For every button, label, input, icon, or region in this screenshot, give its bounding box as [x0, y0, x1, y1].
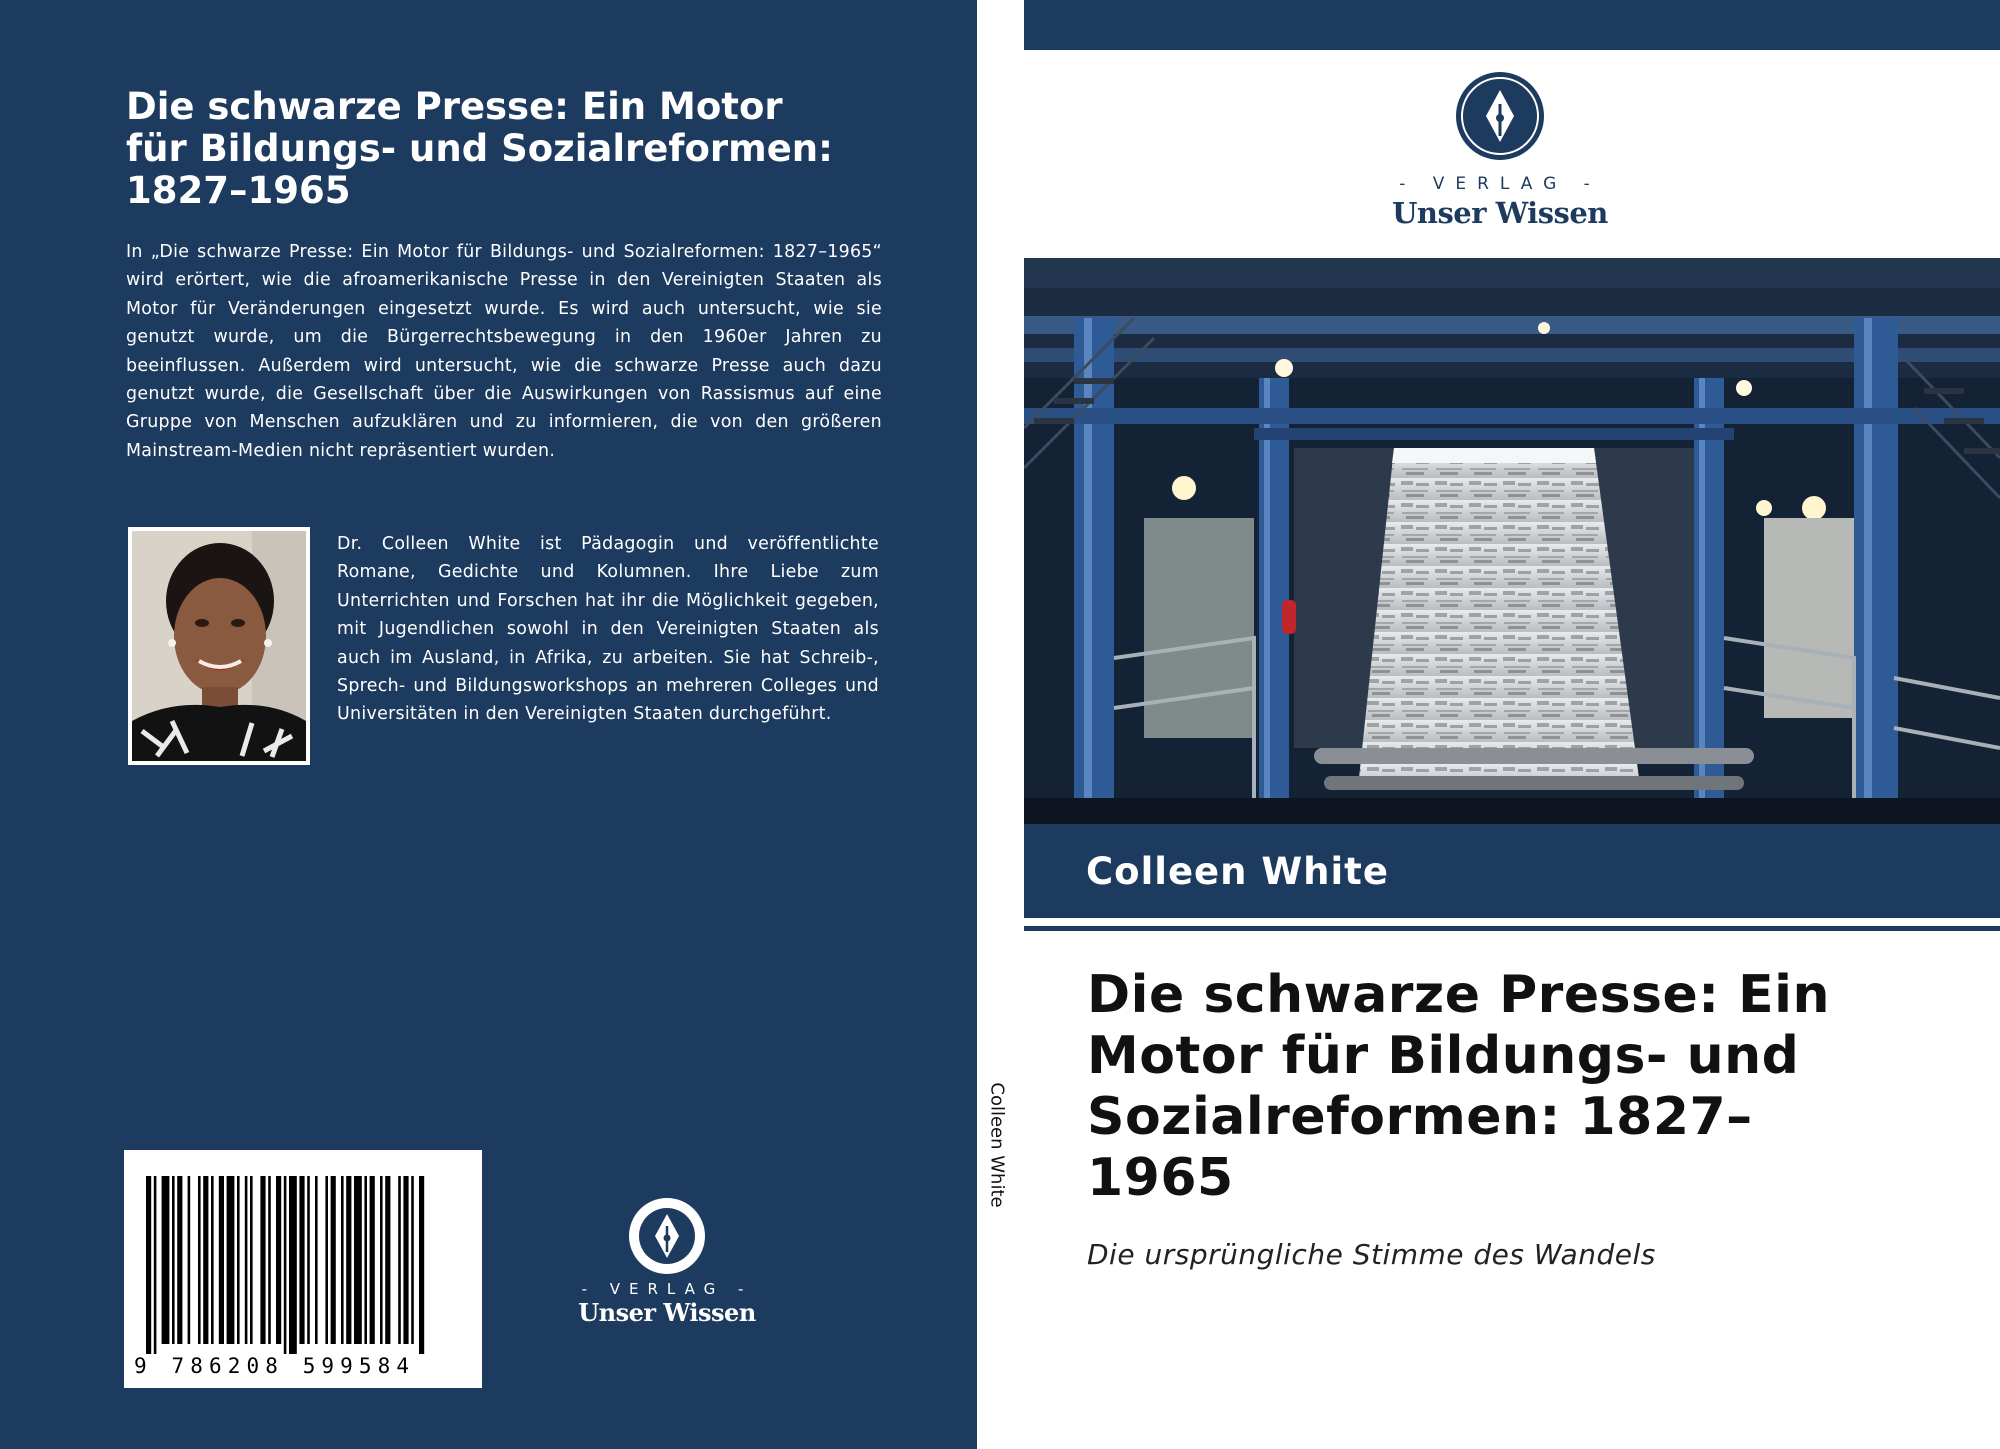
barcode-bar — [380, 1176, 383, 1344]
barcode-bar — [284, 1176, 287, 1354]
barcode-bar — [315, 1176, 318, 1344]
barcode-bar — [331, 1176, 336, 1344]
barcode-bar — [198, 1176, 201, 1344]
isbn-barcode — [124, 1150, 482, 1388]
barcode-bar — [245, 1176, 248, 1344]
publisher-name: Unser Wissen — [578, 1298, 756, 1327]
barcode-bar — [172, 1176, 175, 1344]
barcode-bar — [219, 1176, 224, 1344]
spine-author: Colleen White — [986, 1082, 1008, 1208]
barcode-bar — [154, 1176, 157, 1354]
barcode-bar — [307, 1176, 310, 1344]
barcode-bar — [370, 1176, 375, 1344]
divider-rule — [1024, 926, 2000, 931]
back-cover — [0, 0, 977, 1449]
author-band — [1024, 824, 2000, 918]
barcode-bar — [385, 1176, 390, 1344]
barcode-bar — [398, 1176, 401, 1344]
barcode-bar — [268, 1176, 271, 1344]
front-cover-title: Die schwarze Presse: Ein Motor für Bildungs- und Sozialreformen: 1827– 1965 — [1087, 965, 1831, 1208]
back-cover-title: Die schwarze Presse: Ein Motor für Bildungs- und Sozialreformen: 1827–1965 — [126, 85, 833, 212]
barcode-bar — [203, 1176, 208, 1344]
barcode-bar — [419, 1176, 424, 1354]
back-cover-description: In „Die schwarze Presse: Ein Motor für Bildungs- und Sozialreformen: 1827–1965“ wird erörtert, wie die afroamerikanische Presse in den Vereinigten Staaten als Motor für Veränderungen eingesetzt wurde. Es wird auch untersucht, wie sie genutzt wurde, um die Bürgerrechtsbewegung in den 1960er Jahren zu beeinflussen. Außerdem wird untersucht, wie die schwarze Presse auch dazu genutzt wurde, die Gesellschaft über die Auswirkungen von Rassismus auf eine Gruppe von Menschen aufzuklären und zu informieren, die von den größeren Mainstream-Medien nicht repräsentiert wurden. — [126, 242, 882, 461]
barcode-bar — [346, 1176, 351, 1344]
barcode-bar — [211, 1176, 214, 1344]
front-author-name: Colleen White — [1086, 850, 1389, 893]
publisher-logo-back — [560, 1196, 774, 1327]
barcode-bar — [403, 1176, 408, 1344]
barcode-bar — [411, 1176, 414, 1344]
front-cover-subtitle: Die ursprüngliche Stimme des Wandels — [1087, 1238, 1656, 1271]
fountain-pen-nib-icon — [627, 1196, 707, 1276]
front-top-bar — [1024, 0, 2000, 50]
publisher-verlag-label: - VERLAG - — [581, 1280, 753, 1298]
barcode-bar — [250, 1176, 253, 1344]
barcode-bar — [237, 1176, 240, 1344]
isbn-digits: 9 786208 599584 — [134, 1354, 416, 1378]
barcode-bar — [188, 1176, 191, 1344]
barcode-bar — [276, 1176, 281, 1344]
publisher-logo-front — [1375, 70, 1625, 230]
barcode-bar — [162, 1176, 170, 1344]
barcode-bar — [299, 1176, 304, 1344]
barcode-bar — [354, 1176, 362, 1344]
barcode-bar — [325, 1176, 328, 1344]
cover-photo-printing-press — [1024, 258, 2000, 824]
barcode-bar — [227, 1176, 235, 1344]
fountain-pen-nib-icon — [1454, 70, 1546, 162]
publisher-name: Unser Wissen — [1392, 196, 1608, 230]
barcode-bar — [364, 1176, 367, 1344]
barcode-bar — [177, 1176, 182, 1344]
barcode-bar — [146, 1176, 151, 1354]
barcode-bar — [289, 1176, 297, 1354]
author-photo — [128, 527, 310, 765]
author-bio: Dr. Colleen White ist Pädagogin und veröffentlichte Romane, Gedichte und Kolumnen. Ihre Liebe zum Unterrichten und Forschen hat ihr die Möglichkeit gegeben, mit Jugendlichen sowohl in den Vereinigten Staaten als auch im Ausland, in Afrika, zu arbeiten. Sie hat Schreib-, Sprech- und Bildungsworkshops an mehreren Colleges und Universitäten in den Vereinigten Staaten durchgeführt. — [337, 534, 879, 725]
publisher-verlag-label: - VERLAG - — [1399, 174, 1601, 194]
barcode-bar — [341, 1176, 344, 1344]
barcode-bar — [260, 1176, 265, 1344]
